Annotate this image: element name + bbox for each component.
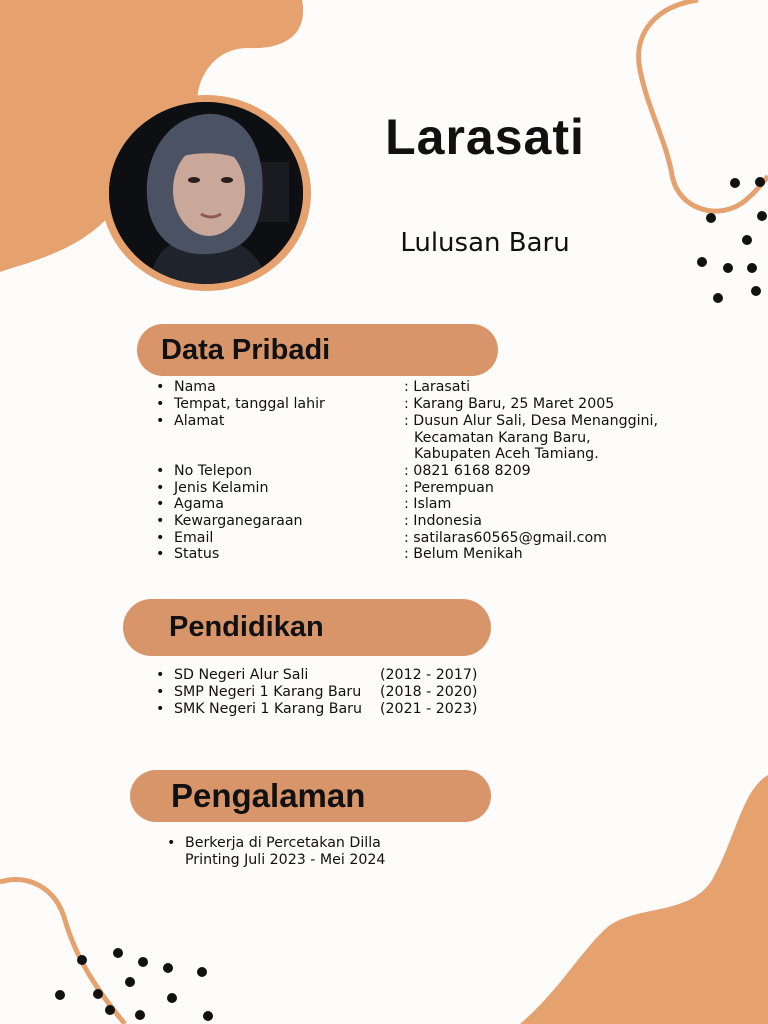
school-name: SD Negeri Alur Sali [174, 667, 309, 683]
field-label: Nama [174, 379, 216, 395]
section-title-personal: Data Pribadi [161, 333, 331, 366]
field-value: : Dusun Alur Sali, Desa Menanggini, [404, 413, 658, 429]
field-value: : 0821 6168 8209 [404, 463, 531, 479]
school-years: (2018 - 2020) [380, 684, 478, 700]
top-right-dots [697, 177, 767, 303]
bullet: • [156, 413, 165, 429]
field-value: : Islam [404, 496, 452, 512]
field-value: : Larasati [404, 379, 471, 395]
bullet: • [167, 835, 176, 851]
field-label: No Telepon [174, 463, 253, 479]
section-header-personal [137, 324, 498, 376]
bullet: • [156, 667, 165, 683]
bullet: • [156, 701, 165, 717]
field-value: : Belum Menikah [404, 546, 523, 562]
field-label: Alamat [174, 413, 225, 429]
bullet: • [156, 463, 165, 479]
top-right-swirl [639, 0, 768, 211]
experience-list [167, 835, 467, 875]
bullet: • [156, 530, 165, 546]
section-title-experience: Pengalaman [171, 777, 366, 814]
bullet: • [156, 546, 165, 562]
email-value: : satilaras60565@gmail.com [404, 530, 607, 546]
bullet: • [156, 480, 165, 496]
profile-photo [109, 102, 303, 284]
bottom-right-blob [520, 775, 768, 1024]
experience-line: Printing Juli 2023 - Mei 2024 [185, 852, 386, 868]
field-value-continued: Kabupaten Aceh Tamiang. [414, 446, 599, 462]
bullet: • [156, 396, 165, 412]
school-name: SMK Negeri 1 Karang Baru [174, 701, 362, 717]
field-label: Jenis Kelamin [174, 480, 269, 496]
school-name: SMP Negeri 1 Karang Baru [174, 684, 362, 700]
field-label: Agama [174, 496, 224, 512]
bullet: • [156, 513, 165, 529]
person-role: Lulusan Baru [400, 228, 570, 258]
field-label: Email [174, 530, 214, 546]
bullet: • [156, 684, 165, 700]
bottom-left-swirl [0, 880, 125, 1024]
field-value: : Indonesia [404, 513, 482, 529]
section-header-education [123, 599, 491, 656]
education-list [156, 667, 556, 727]
field-value-continued: Kecamatan Karang Baru, [414, 430, 591, 446]
experience-line: Berkerja di Percetakan Dilla [185, 835, 381, 851]
section-title-education: Pendidikan [169, 611, 324, 643]
school-years: (2012 - 2017) [380, 667, 478, 683]
personal-data-list [156, 379, 716, 569]
section-header-experience [130, 770, 491, 822]
field-label: Tempat, tanggal lahir [174, 396, 325, 412]
field-label: Status [174, 546, 220, 562]
bullet: • [156, 379, 165, 395]
school-years: (2021 - 2023) [380, 701, 478, 717]
bottom-left-dots [55, 948, 213, 1021]
field-value: : Perempuan [404, 480, 494, 496]
field-label: Kewarganegaraan [174, 513, 303, 529]
person-name: Larasati [385, 109, 585, 165]
field-value: : Karang Baru, 25 Maret 2005 [404, 396, 615, 412]
bullet: • [156, 496, 165, 512]
